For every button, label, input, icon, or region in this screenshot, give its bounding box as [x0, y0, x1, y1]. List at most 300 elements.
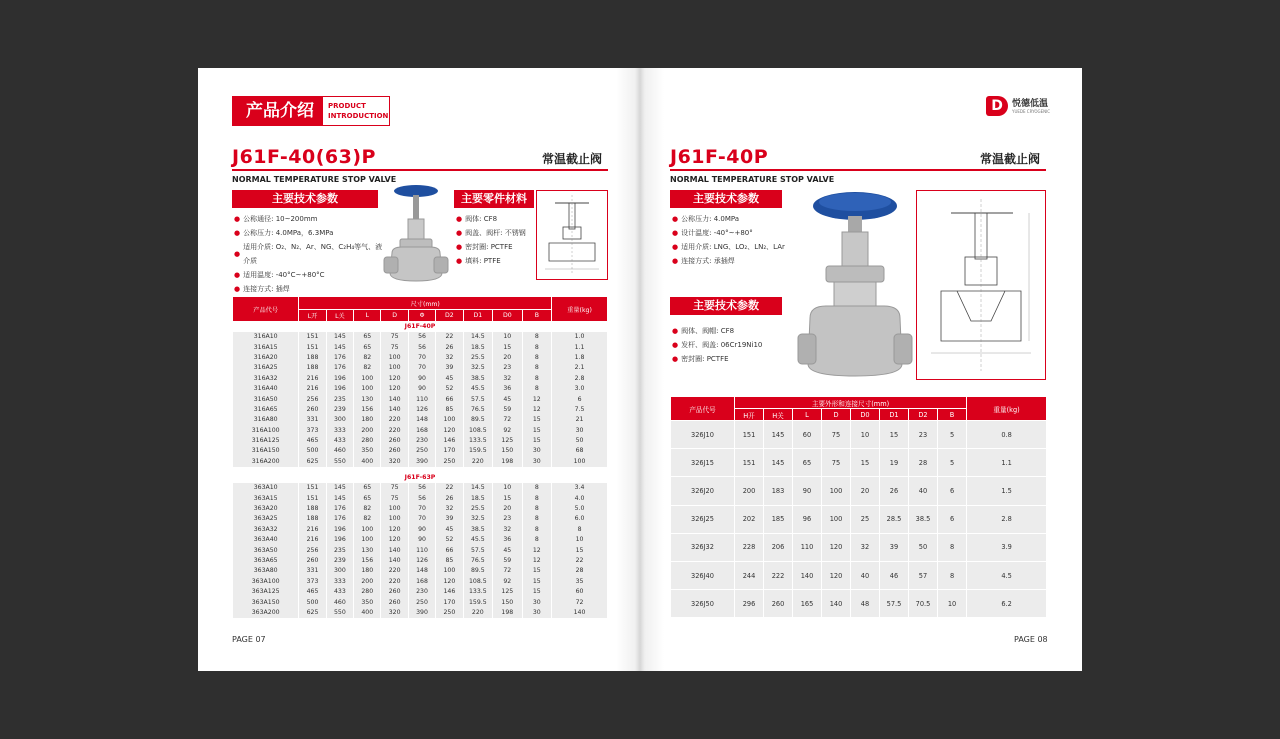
table-cell: 60 — [552, 586, 608, 596]
table-cell: 151 — [299, 342, 326, 352]
table-cell: 8 — [552, 524, 608, 534]
table-row — [233, 342, 608, 352]
table-cell: 120 — [381, 535, 408, 545]
table-cell: 3.9 — [967, 533, 1047, 561]
table-row — [671, 449, 1047, 477]
table-cell: 59 — [493, 555, 522, 565]
table-cell: 12 — [522, 545, 552, 555]
table-cell: 363A40 — [233, 535, 299, 545]
table-cell: 90 — [408, 535, 435, 545]
table-cell: 145 — [764, 421, 793, 449]
table-cell: 120 — [822, 533, 851, 561]
title-rule — [670, 169, 1046, 171]
table-cell: 25.5 — [463, 352, 492, 362]
table-cell: 8 — [522, 493, 552, 503]
table-cell: 6 — [552, 394, 608, 404]
right-spec-table — [670, 396, 1047, 618]
table-cell: 140 — [381, 394, 408, 404]
table-cell: 363A200 — [233, 607, 299, 617]
table-cell: 30 — [522, 607, 552, 617]
table-cell: 100 — [354, 373, 381, 383]
col-sub-header: B — [938, 409, 967, 421]
table-cell: 56 — [408, 332, 435, 342]
table-cell: 85 — [436, 404, 463, 414]
table-row — [671, 421, 1047, 449]
table-cell: 170 — [436, 446, 463, 456]
table-cell: 75 — [381, 342, 408, 352]
col-sub-header: L开 — [299, 310, 326, 322]
table-cell: 222 — [764, 561, 793, 589]
table-cell: 250 — [436, 456, 463, 466]
table-cell: 57 — [909, 561, 938, 589]
table-cell: 1.1 — [552, 342, 608, 352]
table-cell: 280 — [354, 435, 381, 445]
table-cell: 68 — [552, 446, 608, 456]
table-row — [233, 446, 608, 456]
table-cell: 176 — [326, 352, 353, 362]
table-cell: 6.2 — [967, 590, 1047, 618]
table-cell: 170 — [436, 597, 463, 607]
tech-param-item: ● 公称通径: 10~200mm — [234, 215, 318, 223]
table-cell: 188 — [299, 503, 326, 513]
table-cell: 148 — [408, 415, 435, 425]
table-cell: 100 — [822, 477, 851, 505]
table-cell: 6 — [938, 505, 967, 533]
table-row — [233, 483, 608, 493]
table-cell: 8 — [522, 535, 552, 545]
table-cell: 15 — [880, 421, 909, 449]
table-cell: 40 — [851, 561, 880, 589]
table-cell: 200 — [735, 477, 764, 505]
table-cell: 500 — [299, 597, 326, 607]
table-cell: 12 — [522, 555, 552, 565]
table-cell: 1.5 — [967, 477, 1047, 505]
table-cell: 156 — [354, 404, 381, 414]
table-cell: 168 — [408, 425, 435, 435]
table-cell: 90 — [408, 373, 435, 383]
table-cell: 0.8 — [967, 421, 1047, 449]
table-cell: 20 — [493, 503, 522, 513]
table-cell: 12 — [522, 404, 552, 414]
table-cell: 151 — [299, 332, 326, 342]
table-cell: 363A15 — [233, 493, 299, 503]
table-row — [233, 607, 608, 617]
table-cell: 120 — [381, 524, 408, 534]
col-sub-header: D — [822, 409, 851, 421]
table-cell: 156 — [354, 555, 381, 565]
table-cell: 4.0 — [552, 493, 608, 503]
table-cell: 140 — [793, 561, 822, 589]
table-cell: 145 — [764, 449, 793, 477]
table-row — [671, 533, 1047, 561]
table-cell: 363A125 — [233, 586, 299, 596]
tech-param-item: ● 适用介质: O₂、N₂、Ar、NG、C₂H₄等气、液介质 — [234, 243, 383, 265]
table-cell: 82 — [354, 363, 381, 373]
table-cell: 28 — [552, 566, 608, 576]
table-cell: 45 — [493, 394, 522, 404]
parts-material-item: ● 密封圈: PCTFE — [456, 243, 513, 251]
table-cell: 8 — [522, 332, 552, 342]
table-row — [233, 524, 608, 534]
table-cell: 188 — [299, 352, 326, 362]
table-cell: 45.5 — [463, 535, 492, 545]
table-cell: 326J20 — [671, 477, 735, 505]
table-cell: 460 — [326, 597, 353, 607]
table-cell: 145 — [326, 493, 353, 503]
tech-param-item: ● 设计温度: -40°~+80° — [672, 229, 753, 237]
col-sub-header: L — [793, 409, 822, 421]
table-row — [233, 394, 608, 404]
table-cell: 18.5 — [463, 493, 492, 503]
table-cell: 100 — [381, 363, 408, 373]
table-cell: 2.8 — [967, 505, 1047, 533]
table-cell: 7.5 — [552, 404, 608, 414]
section-title-en — [322, 96, 390, 126]
table-cell: 40 — [909, 477, 938, 505]
col-sub-header: H开 — [735, 409, 764, 421]
table-cell: 39 — [880, 533, 909, 561]
table-cell: 140 — [381, 545, 408, 555]
table-cell: 239 — [326, 555, 353, 565]
tech-params-title: 主要技术参数 — [670, 190, 782, 208]
table-cell: 65 — [354, 342, 381, 352]
table-row — [671, 561, 1047, 589]
table-cell: 260 — [381, 597, 408, 607]
table-cell: 260 — [381, 586, 408, 596]
table-cell: 120 — [381, 383, 408, 393]
table-cell: 89.5 — [463, 415, 492, 425]
col-weight: 重量(kg) — [967, 397, 1047, 421]
table-cell: 220 — [381, 576, 408, 586]
parts-materials-title: 主要零件材料 — [454, 190, 534, 208]
table-cell: 32 — [493, 524, 522, 534]
table-row — [233, 493, 608, 503]
table-cell: 100 — [436, 566, 463, 576]
table-cell: 72 — [552, 597, 608, 607]
table-cell: 8 — [522, 383, 552, 393]
table-cell: 390 — [408, 607, 435, 617]
col-sub-header: D0 — [493, 310, 522, 322]
table-cell: 350 — [354, 446, 381, 456]
table-cell: 260 — [381, 435, 408, 445]
table-cell: 363A32 — [233, 524, 299, 534]
table-cell: 625 — [299, 607, 326, 617]
table-cell: 15 — [552, 545, 608, 555]
table-cell: 70.5 — [909, 590, 938, 618]
table-cell: 28.5 — [880, 505, 909, 533]
col-dimensions: 尺寸(mm) — [299, 297, 552, 310]
col-sub-header: D — [381, 310, 408, 322]
section-header — [232, 96, 390, 126]
table-cell: 8 — [938, 533, 967, 561]
page-07 — [198, 68, 640, 671]
table-cell: 15 — [522, 425, 552, 435]
table-cell: 176 — [326, 363, 353, 373]
table-cell: 5 — [938, 421, 967, 449]
model-subtitle: NORMAL TEMPERATURE STOP VALVE — [670, 175, 835, 184]
tech-param-item: ● 连接方式: 插焊 — [234, 285, 290, 293]
table-cell: 15 — [522, 415, 552, 425]
table-cell: 2.1 — [552, 363, 608, 373]
table-row — [233, 576, 608, 586]
col-sub-header: H关 — [764, 409, 793, 421]
col-product-code: 产品代号 — [671, 397, 735, 421]
table-cell: 82 — [354, 503, 381, 513]
table-cell: 15 — [522, 586, 552, 596]
tech-params-list — [672, 212, 812, 268]
table-cell: 60 — [793, 421, 822, 449]
table-cell: 32.5 — [463, 363, 492, 373]
table-cell: 15 — [522, 435, 552, 445]
table-cell: 75 — [381, 332, 408, 342]
table-cell: 70 — [408, 352, 435, 362]
table-cell: 188 — [299, 363, 326, 373]
table-group-header — [233, 473, 608, 483]
table-cell: 148 — [408, 566, 435, 576]
table-cell: 66 — [436, 545, 463, 555]
section-title-en-line1: PRODUCT — [328, 102, 366, 110]
table-cell: 90 — [408, 524, 435, 534]
table-cell: 326J40 — [671, 561, 735, 589]
table-cell: 235 — [326, 545, 353, 555]
table-cell: 82 — [354, 352, 381, 362]
table-cell: 316A200 — [233, 456, 299, 466]
table-cell: 70 — [408, 514, 435, 524]
table-cell: 39 — [436, 514, 463, 524]
table-cell: 10 — [851, 421, 880, 449]
table-cell: 50 — [909, 533, 938, 561]
table-cell: 65 — [354, 493, 381, 503]
col-product-code: 产品代号 — [233, 297, 299, 322]
table-cell: 15 — [851, 449, 880, 477]
table-cell: 188 — [299, 514, 326, 524]
table-cell: 82 — [354, 514, 381, 524]
material-item: ● 阀体、阀帽: CF8 — [672, 327, 735, 335]
table-cell: 180 — [354, 415, 381, 425]
table-cell: 151 — [735, 421, 764, 449]
table-cell: 280 — [354, 586, 381, 596]
table-cell: 316A15 — [233, 342, 299, 352]
table-cell: 320 — [381, 456, 408, 466]
table-cell: 110 — [793, 533, 822, 561]
material-item: ● 发杆、阀盖: 06Cr19Ni10 — [672, 341, 763, 349]
table-cell: 316A150 — [233, 446, 299, 456]
table-cell: 18.5 — [463, 342, 492, 352]
table-cell: 239 — [326, 404, 353, 414]
table-cell: 32.5 — [463, 514, 492, 524]
table-row — [233, 425, 608, 435]
table-cell: 56 — [408, 342, 435, 352]
table-cell: 15 — [522, 576, 552, 586]
table-cell: 130 — [354, 394, 381, 404]
table-cell: 363A25 — [233, 514, 299, 524]
table-cell: 100 — [436, 415, 463, 425]
table-cell: 23 — [493, 363, 522, 373]
table-cell: 57.5 — [463, 394, 492, 404]
table-cell: 100 — [381, 514, 408, 524]
table-cell: 316A32 — [233, 373, 299, 383]
col-sub-header: L关 — [326, 310, 353, 322]
table-cell: 52 — [436, 535, 463, 545]
table-cell: 36 — [493, 535, 522, 545]
table-cell: 316A25 — [233, 363, 299, 373]
brand-logo — [986, 96, 1050, 116]
table-cell: 363A50 — [233, 545, 299, 555]
logo-mark-icon: D — [986, 96, 1008, 116]
valve-photo — [796, 186, 914, 382]
table-cell: 363A150 — [233, 597, 299, 607]
table-cell: 196 — [326, 535, 353, 545]
table-cell: 4.5 — [967, 561, 1047, 589]
table-row — [233, 352, 608, 362]
table-cell: 125 — [493, 435, 522, 445]
table-cell: 19 — [880, 449, 909, 477]
table-cell: 6 — [938, 477, 967, 505]
table-cell: 363A20 — [233, 503, 299, 513]
table-cell: 216 — [299, 524, 326, 534]
table-cell: 48 — [851, 590, 880, 618]
table-cell: 26 — [436, 493, 463, 503]
table-cell: 90 — [793, 477, 822, 505]
table-cell: 8 — [522, 352, 552, 362]
table-cell: 38.5 — [909, 505, 938, 533]
table-cell: 45.5 — [463, 383, 492, 393]
table-row — [233, 363, 608, 373]
table-cell: 363A100 — [233, 576, 299, 586]
table-cell: 8 — [522, 363, 552, 373]
table-cell: 56 — [408, 483, 435, 493]
material-item: ● 密封圈: PCTFE — [672, 355, 729, 363]
table-row — [233, 503, 608, 513]
table-cell: 316A80 — [233, 415, 299, 425]
table-cell: 30 — [522, 597, 552, 607]
table-cell: 45 — [436, 373, 463, 383]
table-cell: 230 — [408, 586, 435, 596]
table-cell: 145 — [326, 342, 353, 352]
table-cell: 326J32 — [671, 533, 735, 561]
section-title-cn: 产品介绍 — [238, 96, 322, 126]
table-cell: 14.5 — [463, 483, 492, 493]
tech-param-item: ● 连接方式: 承插焊 — [672, 257, 735, 265]
table-cell: 220 — [381, 415, 408, 425]
table-cell: 45 — [436, 524, 463, 534]
table-cell: 32 — [493, 373, 522, 383]
table-row — [233, 566, 608, 576]
table-cell: 46 — [880, 561, 909, 589]
table-cell: 400 — [354, 456, 381, 466]
table-cell: 250 — [436, 607, 463, 617]
table-cell: 320 — [381, 607, 408, 617]
table-cell: 25.5 — [463, 503, 492, 513]
table-cell: 1.1 — [967, 449, 1047, 477]
table-cell: 5.0 — [552, 503, 608, 513]
table-cell: 120 — [822, 561, 851, 589]
group-label: J61F-63P — [233, 473, 608, 483]
tech-param-item: ● 适用介质: LNG、LO₂、LN₂、LAr — [672, 243, 785, 251]
table-cell: 92 — [493, 576, 522, 586]
table-row — [233, 383, 608, 393]
table-cell: 26 — [880, 477, 909, 505]
table-cell: 89.5 — [463, 566, 492, 576]
table-cell: 30 — [522, 456, 552, 466]
table-cell: 35 — [552, 576, 608, 586]
table-cell: 373 — [299, 425, 326, 435]
table-cell: 145 — [326, 332, 353, 342]
table-cell: 100 — [354, 383, 381, 393]
model-title: J61F-40(63)P — [232, 146, 376, 168]
table-cell: 550 — [326, 456, 353, 466]
table-cell: 196 — [326, 524, 353, 534]
table-cell: 465 — [299, 435, 326, 445]
table-cell: 316A125 — [233, 435, 299, 445]
table-row — [233, 514, 608, 524]
table-cell: 256 — [299, 394, 326, 404]
table-cell: 333 — [326, 425, 353, 435]
table-cell: 8 — [522, 483, 552, 493]
table-cell: 110 — [408, 545, 435, 555]
table-cell: 460 — [326, 446, 353, 456]
table-cell: 176 — [326, 503, 353, 513]
product-name-cn: 常温截止阀 — [542, 152, 603, 166]
table-cell: 110 — [408, 394, 435, 404]
table-cell: 145 — [326, 483, 353, 493]
table-cell: 200 — [354, 576, 381, 586]
parts-material-item: ● 填料: PTFE — [456, 257, 501, 265]
table-cell: 22 — [436, 332, 463, 342]
table-group-header — [233, 322, 608, 332]
col-sub-header: B — [522, 310, 552, 322]
table-cell: 70 — [408, 503, 435, 513]
table-cell: 363A80 — [233, 566, 299, 576]
col-dimensions: 主要外形和连接尺寸(mm) — [735, 397, 967, 409]
col-sub-header: D0 — [851, 409, 880, 421]
table-cell: 75 — [381, 493, 408, 503]
table-cell: 550 — [326, 607, 353, 617]
table-cell: 23 — [493, 514, 522, 524]
table-cell: 100 — [354, 535, 381, 545]
table-cell: 125 — [493, 586, 522, 596]
title-rule — [232, 169, 608, 171]
table-cell: 465 — [299, 586, 326, 596]
table-row — [233, 555, 608, 565]
table-cell: 126 — [408, 555, 435, 565]
col-sub-header: D1 — [880, 409, 909, 421]
table-cell: 76.5 — [463, 404, 492, 414]
table-cell: 57.5 — [463, 545, 492, 555]
table-cell: 296 — [735, 590, 764, 618]
materials-list — [672, 324, 812, 366]
table-cell: 65 — [793, 449, 822, 477]
table-cell: 32 — [436, 352, 463, 362]
table-cell: 150 — [493, 446, 522, 456]
table-cell: 90 — [408, 383, 435, 393]
table-cell: 159.5 — [463, 446, 492, 456]
table-cell: 22 — [552, 555, 608, 565]
table-cell: 130 — [354, 545, 381, 555]
table-cell: 220 — [381, 566, 408, 576]
table-cell: 168 — [408, 576, 435, 586]
col-sub-header: D1 — [463, 310, 492, 322]
table-cell: 8 — [522, 524, 552, 534]
col-sub-header: Φ — [408, 310, 435, 322]
col-sub-header: D2 — [436, 310, 463, 322]
table-cell: 3.0 — [552, 383, 608, 393]
table-cell: 300 — [326, 415, 353, 425]
table-cell: 331 — [299, 566, 326, 576]
table-cell: 146 — [436, 435, 463, 445]
table-cell: 57.5 — [880, 590, 909, 618]
model-title: J61F-40P — [670, 146, 769, 168]
